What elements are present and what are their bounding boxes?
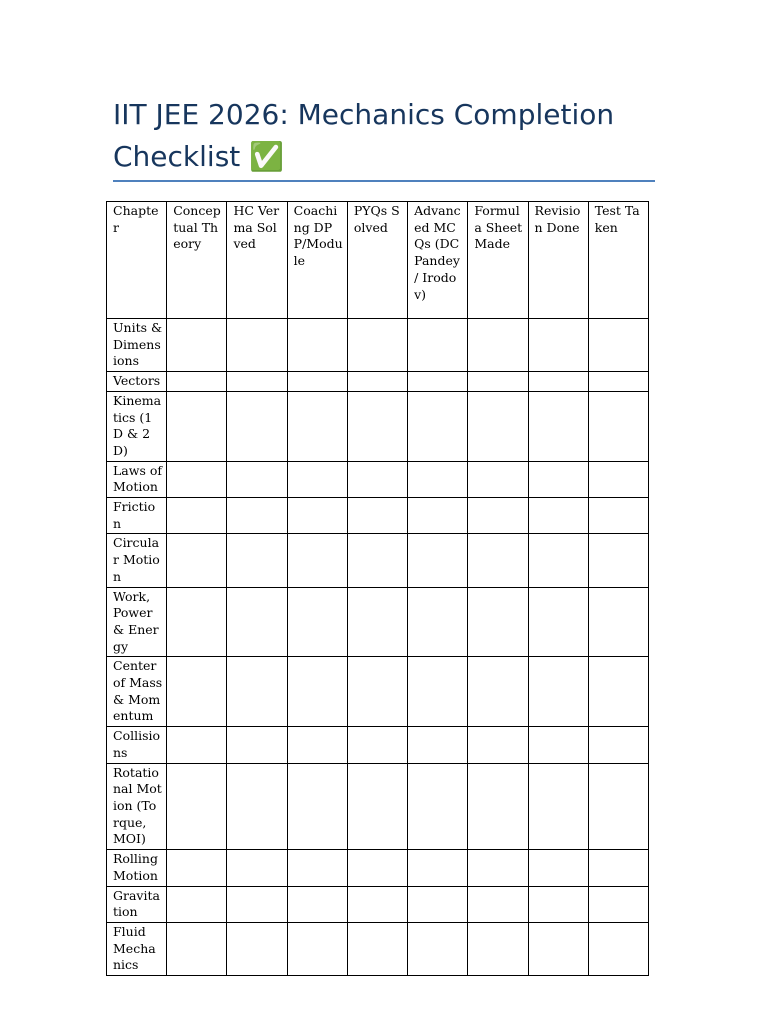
chapter-cell: Laws of Motion — [107, 461, 167, 497]
checkbox-cell[interactable] — [227, 657, 287, 727]
checkbox-cell[interactable] — [408, 886, 468, 922]
checkbox-cell[interactable] — [588, 372, 648, 392]
chapter-cell: Work, Power & Energy — [107, 587, 167, 657]
checkbox-cell[interactable] — [167, 850, 227, 886]
chapter-cell: Vectors — [107, 372, 167, 392]
checkbox-cell[interactable] — [347, 886, 407, 922]
checkbox-cell[interactable] — [287, 922, 347, 975]
chapter-cell: Gravitation — [107, 886, 167, 922]
table-row — [107, 391, 649, 461]
checkbox-cell[interactable] — [468, 922, 528, 975]
checkbox-cell[interactable] — [287, 461, 347, 497]
table-row — [107, 461, 649, 497]
chapter-cell: Rotational Motion (Torque, MOI) — [107, 763, 167, 850]
checkbox-cell[interactable] — [468, 372, 528, 392]
checkbox-cell[interactable] — [468, 391, 528, 461]
checkbox-cell[interactable] — [227, 319, 287, 372]
checkbox-cell[interactable] — [528, 319, 588, 372]
checkbox-cell[interactable] — [468, 727, 528, 763]
chapter-cell: Center of Mass & Momentum — [107, 657, 167, 727]
table-row — [107, 886, 649, 922]
checkbox-cell[interactable] — [408, 587, 468, 657]
checkbox-cell[interactable] — [588, 587, 648, 657]
checkbox-cell[interactable] — [227, 886, 287, 922]
checkbox-cell[interactable] — [468, 886, 528, 922]
checkbox-cell[interactable] — [408, 763, 468, 850]
header-hc-verma-solved: HC Verma Solved — [227, 202, 287, 319]
checkbox-cell[interactable] — [588, 498, 648, 534]
header-test-taken: Test Taken — [588, 202, 648, 319]
checkbox-cell[interactable] — [588, 461, 648, 497]
checklist-body — [107, 319, 649, 976]
checkbox-cell[interactable] — [468, 763, 528, 850]
checklist-table — [106, 201, 649, 976]
table-row — [107, 587, 649, 657]
checkbox-cell[interactable] — [287, 657, 347, 727]
checkbox-cell[interactable] — [227, 534, 287, 587]
title-underline — [113, 180, 655, 182]
checkbox-cell[interactable] — [287, 319, 347, 372]
chapter-cell: Rolling Motion — [107, 850, 167, 886]
checkbox-cell[interactable] — [227, 727, 287, 763]
chapter-cell: Units & Dimensions — [107, 319, 167, 372]
checkbox-cell[interactable] — [408, 391, 468, 461]
checkbox-cell[interactable] — [468, 657, 528, 727]
checkbox-cell[interactable] — [588, 391, 648, 461]
checkbox-cell[interactable] — [528, 391, 588, 461]
checkbox-cell[interactable] — [588, 850, 648, 886]
checkbox-cell[interactable] — [167, 587, 227, 657]
header-chapter: Chapter — [107, 202, 167, 319]
checkbox-cell[interactable] — [347, 657, 407, 727]
checkbox-cell[interactable] — [167, 461, 227, 497]
checkbox-cell[interactable] — [287, 534, 347, 587]
checkbox-cell[interactable] — [287, 587, 347, 657]
checkbox-cell[interactable] — [227, 763, 287, 850]
checkbox-cell[interactable] — [588, 657, 648, 727]
header-advanced-mcqs: Advanced MCQs (DC Pandey / Irodov) — [408, 202, 468, 319]
checkbox-cell[interactable] — [167, 886, 227, 922]
checkbox-cell[interactable] — [167, 534, 227, 587]
table-row — [107, 319, 649, 372]
checkbox-cell[interactable] — [408, 850, 468, 886]
checkbox-cell[interactable] — [287, 391, 347, 461]
checkbox-cell[interactable] — [287, 372, 347, 392]
checkbox-cell[interactable] — [408, 657, 468, 727]
table-row — [107, 727, 649, 763]
checkbox-cell[interactable] — [167, 763, 227, 850]
checkbox-cell[interactable] — [468, 850, 528, 886]
checkbox-cell[interactable] — [167, 498, 227, 534]
checkbox-cell[interactable] — [588, 534, 648, 587]
table-row — [107, 498, 649, 534]
checkbox-cell[interactable] — [408, 922, 468, 975]
checkbox-cell[interactable] — [347, 922, 407, 975]
checkbox-cell[interactable] — [588, 319, 648, 372]
table-row — [107, 850, 649, 886]
checkbox-cell[interactable] — [227, 498, 287, 534]
checkbox-cell[interactable] — [408, 319, 468, 372]
checkbox-cell[interactable] — [528, 886, 588, 922]
checkbox-cell[interactable] — [528, 372, 588, 392]
checkbox-cell[interactable] — [167, 391, 227, 461]
table-row — [107, 763, 649, 850]
header-pyqs-solved: PYQs Solved — [347, 202, 407, 319]
checkbox-cell[interactable] — [227, 391, 287, 461]
checkbox-cell[interactable] — [528, 850, 588, 886]
checkbox-cell[interactable] — [347, 391, 407, 461]
checkbox-cell[interactable] — [347, 727, 407, 763]
checkbox-cell[interactable] — [347, 372, 407, 392]
checkbox-cell[interactable] — [468, 319, 528, 372]
checkbox-cell[interactable] — [528, 498, 588, 534]
checkbox-cell[interactable] — [347, 763, 407, 850]
checkbox-cell[interactable] — [287, 850, 347, 886]
checkbox-cell[interactable] — [347, 587, 407, 657]
checkbox-cell[interactable] — [528, 922, 588, 975]
chapter-cell: Collisions — [107, 727, 167, 763]
chapter-cell: Circular Motion — [107, 534, 167, 587]
checkbox-cell[interactable] — [468, 461, 528, 497]
checkbox-cell[interactable] — [167, 727, 227, 763]
checkbox-cell[interactable] — [528, 763, 588, 850]
header-row — [107, 202, 649, 319]
checkbox-cell[interactable] — [588, 727, 648, 763]
checkbox-cell[interactable] — [347, 498, 407, 534]
checkbox-cell[interactable] — [287, 498, 347, 534]
checkbox-cell[interactable] — [347, 319, 407, 372]
checkbox-cell[interactable] — [227, 587, 287, 657]
table-row — [107, 534, 649, 587]
document-title: IIT JEE 2026: Mechanics Completion Checklist ✅ — [113, 98, 615, 173]
checkbox-cell[interactable] — [528, 534, 588, 587]
checkbox-cell[interactable] — [408, 727, 468, 763]
checkbox-cell[interactable] — [408, 534, 468, 587]
checkbox-cell[interactable] — [227, 461, 287, 497]
checkbox-cell[interactable] — [167, 372, 227, 392]
checkbox-cell[interactable] — [588, 886, 648, 922]
checkbox-cell[interactable] — [227, 850, 287, 886]
checkbox-cell[interactable] — [588, 922, 648, 975]
header-formula-sheet-made: Formula Sheet Made — [468, 202, 528, 319]
checkbox-cell[interactable] — [347, 850, 407, 886]
checkbox-cell[interactable] — [227, 372, 287, 392]
checkbox-cell[interactable] — [167, 657, 227, 727]
checkbox-cell[interactable] — [287, 763, 347, 850]
checkbox-cell[interactable] — [227, 922, 287, 975]
checkbox-cell[interactable] — [468, 587, 528, 657]
checkbox-cell[interactable] — [287, 886, 347, 922]
checkbox-cell[interactable] — [347, 534, 407, 587]
table-row — [107, 922, 649, 975]
checkbox-cell[interactable] — [167, 922, 227, 975]
checkbox-cell[interactable] — [408, 461, 468, 497]
checkbox-cell[interactable] — [528, 727, 588, 763]
checkbox-cell[interactable] — [468, 498, 528, 534]
chapter-cell: Friction — [107, 498, 167, 534]
chapter-cell: Fluid Mechanics — [107, 922, 167, 975]
checkbox-cell[interactable] — [287, 727, 347, 763]
header-coaching-dpp-module: Coaching DPP/Module — [287, 202, 347, 319]
checkbox-cell[interactable] — [528, 657, 588, 727]
checkbox-cell[interactable] — [347, 461, 407, 497]
checkbox-cell[interactable] — [528, 587, 588, 657]
checkbox-cell[interactable] — [468, 534, 528, 587]
checkbox-cell[interactable] — [588, 763, 648, 850]
checkbox-cell[interactable] — [408, 372, 468, 392]
header-conceptual-theory: Conceptual Theory — [167, 202, 227, 319]
checkbox-cell[interactable] — [528, 461, 588, 497]
header-revision-done: Revision Done — [528, 202, 588, 319]
table-row — [107, 657, 649, 727]
table-row — [107, 372, 649, 392]
checkbox-cell[interactable] — [167, 319, 227, 372]
checkbox-cell[interactable] — [408, 498, 468, 534]
chapter-cell: Kinematics (1D & 2D) — [107, 391, 167, 461]
